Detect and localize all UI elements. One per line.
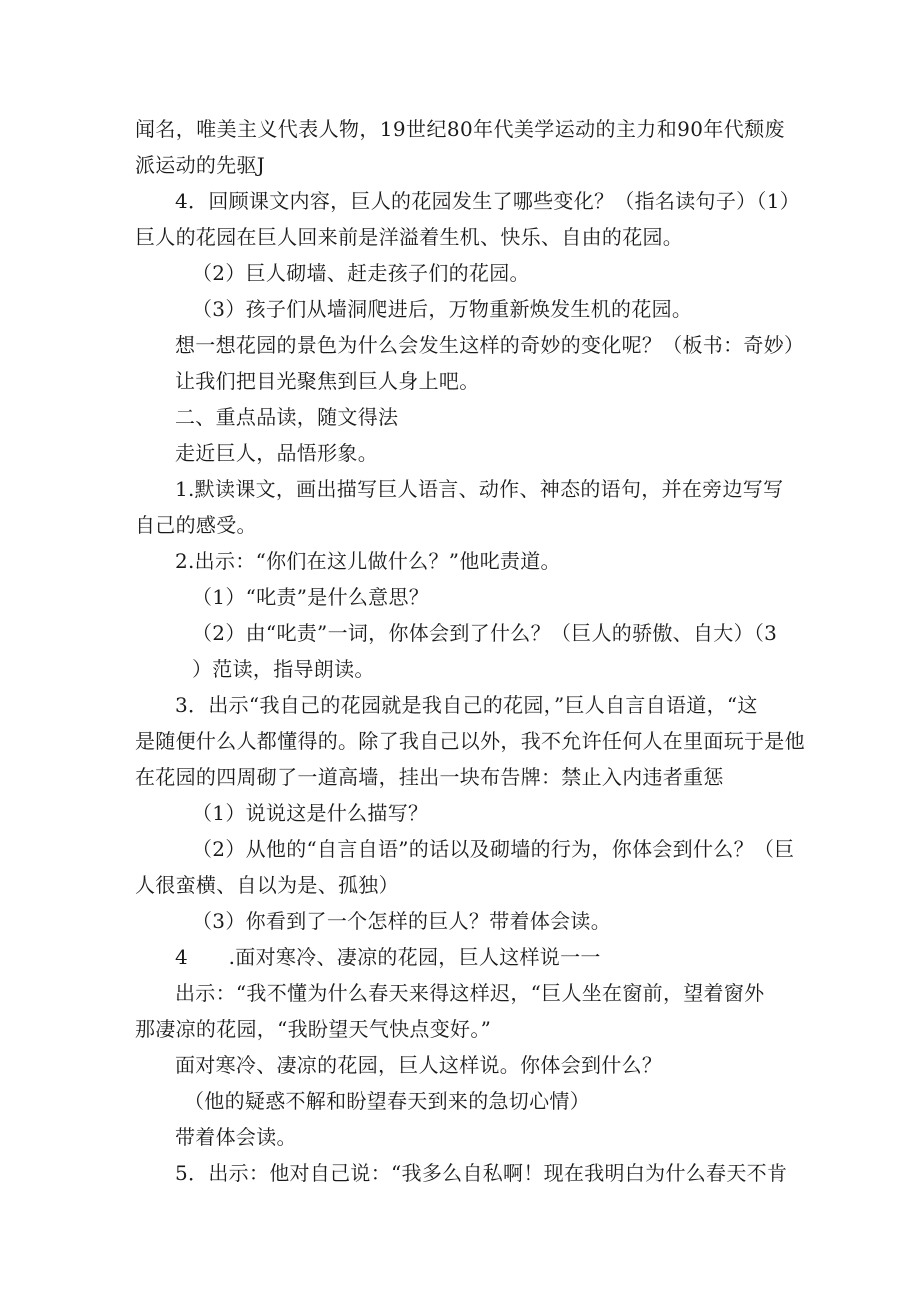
text-line: 出示：“我不懂为什么春天来得这样迟，“巨人坐在窗前，望着窗外 bbox=[175, 981, 765, 1005]
text-line: ）范读，指导朗读。 bbox=[192, 657, 375, 681]
text-line: 自己的感受。 bbox=[135, 513, 257, 537]
text-line: 面对寒冷、凄凉的花园，巨人这样说。你体会到什么？ bbox=[175, 1053, 663, 1077]
text-line: （1）“叱责”是什么意思？ bbox=[192, 585, 430, 609]
text-line: （3）孩子们从墙洞爬进后，万物重新焕发生机的花园。 bbox=[192, 297, 693, 321]
text-line: 带着体会读。 bbox=[175, 1125, 297, 1149]
text-line: （2）巨人砌墙、赶走孩子们的花园。 bbox=[192, 261, 530, 285]
text-line: 走近巨人，品悟形象。 bbox=[175, 441, 378, 465]
text-line: （1）说说这是什么描写？ bbox=[192, 801, 429, 825]
text-line: （他的疑惑不解和盼望春天到来的急切心情） bbox=[184, 1089, 590, 1113]
text-line: 人很蛮横、自以为是、孤独） bbox=[135, 873, 399, 897]
text-line: （2）从他的“自言自语”的话以及砌墙的行为，你体会到什么？（巨 bbox=[192, 837, 795, 861]
section-heading: 二、重点品读，随文得法 bbox=[175, 405, 399, 429]
text-line: 派运动的先驱J bbox=[135, 153, 266, 177]
text-line: 在花园的四周砌了一道高墙，挂出一块布告牌：禁止入内违者重惩 bbox=[135, 765, 724, 789]
text-line: 那凄凉的花园，“我盼望天气快点变好。” bbox=[135, 1017, 492, 1041]
text-line: （3）你看到了一个怎样的巨人？带着体会读。 bbox=[192, 909, 612, 933]
text-line: 巨人的花园在巨人回来前是洋溢着生机、快乐、自由的花园。 bbox=[135, 225, 684, 249]
text-line: 想一想花园的景色为什么会发生这样的奇妙的变化呢？（板书：奇妙） bbox=[175, 333, 805, 357]
text-line: 2.出示：“你们在这儿做什么？”他叱责道。 bbox=[175, 549, 561, 573]
text-line: 5．出示：他对自己说：“我多么自私啊！现在我明白为什么春天不肯 bbox=[175, 1161, 788, 1185]
text-line: 4 .面对寒冷、凄凉的花园，巨人这样说一一 bbox=[175, 945, 601, 969]
text-line: （2）由“叱责”一词，你体会到了什么？（巨人的骄傲、自大）（3 bbox=[192, 621, 778, 645]
text-line: 闻名，唯美主义代表人物，19世纪80年代美学运动的主力和90年代颓废 bbox=[135, 117, 785, 141]
text-line: 4．回顾课文内容，巨人的花园发生了哪些变化？（指名读句子）（1） bbox=[175, 189, 801, 213]
text-line: 1.默读课文，画出描写巨人语言、动作、神态的语句，并在旁边写写 bbox=[175, 477, 784, 501]
text-line: 是随便什么人都懂得的。除了我自己以外，我不允许任何人在里面玩于是他 bbox=[135, 729, 805, 753]
text-line: 让我们把目光聚焦到巨人身上吧。 bbox=[175, 369, 480, 393]
text-line: 3．出示“我自己的花园就是我自己的花园，”巨人自言自语道，“这 bbox=[175, 693, 758, 717]
